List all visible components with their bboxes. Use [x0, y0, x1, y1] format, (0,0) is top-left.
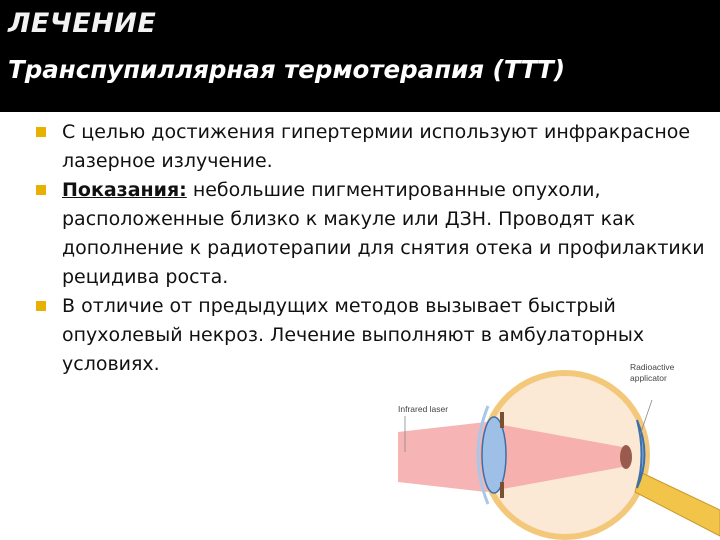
bullet-item [36, 118, 708, 176]
optic-nerve [635, 472, 720, 536]
eye-diagram [390, 360, 720, 540]
tumor [620, 445, 632, 469]
bullet-lead: Показания: [62, 179, 187, 201]
bullet-text: С целью достижения гипертермии используют инфракрасное лазерное излучение. [62, 121, 691, 172]
bullet-text: В отличие от предыдущих методов вызывает быстрый опухолевый некроз. Лечение выполняют в амбулаторных условиях. [62, 295, 645, 375]
slide-title: ЛЕЧЕНИЕ [8, 8, 157, 39]
bullet-square-icon [36, 185, 46, 195]
bullet-text: небольшие пигментированные опухоли, расположенные близко к макуле или ДЗН. Проводят как дополнение к радиотерапии для снятия отека и профилактики рецидива роста. [62, 179, 705, 288]
bullet-square-icon [36, 301, 46, 311]
slide-subtitle: Транспупиллярная термотерапия (ТТТ) [8, 55, 566, 84]
label-applicator-line2: applicator [630, 373, 667, 383]
label-applicator-line1: Radioactive [630, 362, 675, 372]
bullet-square-icon [36, 127, 46, 137]
title-bar [0, 0, 720, 112]
bullet-list [36, 118, 708, 379]
bullet-item [36, 176, 708, 292]
eye-lens [482, 417, 506, 493]
label-infrared-laser: Infrared laser [398, 404, 449, 414]
